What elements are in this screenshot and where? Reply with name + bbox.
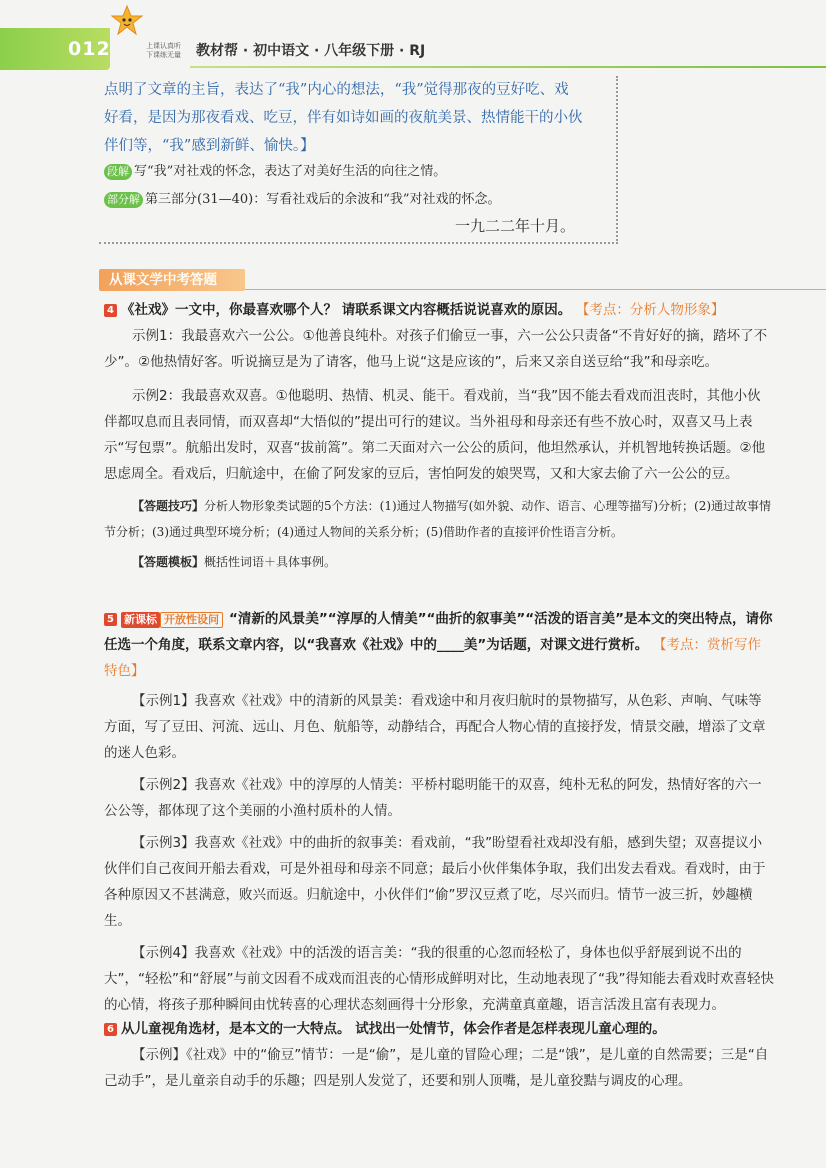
section-title: 从课文学中考答题 — [99, 269, 245, 291]
section-header — [99, 269, 826, 291]
tip-label: 【答题技巧】 — [132, 499, 205, 513]
answer-example: 【示例】《社戏》中的“偷豆”情节：一是“偷”，是儿童的冒险心理；二是“饿”，是儿童的自然需要；三是“自己动手”，是儿童亲自动手的乐趣；四是别人发觉了，还要和别人顶嘴，是儿童狡黠与调皮的心理。 — [104, 1047, 769, 1089]
answer-example: 示例1：我最喜欢六一公公。①他善良纯朴。对孩子们偷豆一事，六一公公只责备“不肯好好的摘，踏坏了不少”。②他热情好客。听说摘豆是为了请客，他马上说“这是应该的”，后来又亲自送豆给“我”和母亲吃。 — [104, 328, 768, 370]
question-body: 《社戏》一文中，你最喜欢哪个人？ 请联系课文内容概括说说喜欢的原因。 — [121, 302, 572, 318]
question-4 — [104, 297, 774, 575]
answer-example: 【示例2】我喜欢《社戏》中的淳厚的人情美：平桥村聪明能干的双喜，纯朴无私的阿发，热情好客的六一公公等，都体现了这个美丽的小渔村质朴的人情。 — [104, 777, 762, 819]
series-title: 教材帮 · 初中语文 · 八年级下册 · RJ — [196, 43, 426, 59]
question-6 — [104, 1016, 774, 1094]
header-divider — [190, 66, 826, 68]
new-standard-badge: 新课标 — [121, 612, 160, 628]
answer-example: 示例2：我最喜欢双喜。①他聪明、热情、机灵、能干。看戏前，当“我”因不能去看戏而沮丧时，其他小伙伴都叹息而且表同情，而双喜却“大悟似的”提出可行的建议。当外祖母和母亲还有些不放心时，双喜又马上表示“写包票”。航船出发时，双喜“拔前篙”。第二天面对六一公公的质问，他坦然承认，并机智地转换话题。②他思虑周全。看戏后，归航途中，在偷了阿发家的豆后，害怕阿发的娘哭骂，又和大家去偷了六一公公的豆。 — [104, 388, 766, 482]
annotation-line: 伴们等，“我”感到新鲜、愉快。】 — [104, 138, 315, 154]
question-number: 5 — [104, 613, 117, 626]
note-tag: 段解 — [104, 164, 132, 180]
question-body: 从儿童视角选材，是本文的一大特点。 试找出一处情节，体会作者是怎样表现儿童心理的。 — [121, 1021, 666, 1037]
annotation-text — [104, 76, 624, 160]
part-note — [104, 190, 501, 210]
question-body: “清新的风景美”“淳厚的人情美”“曲折的叙事美”“活泼的语言美”是本文的突出特点，请你任选一个角度，联系文章内容，以“我喜欢《社戏》中的____美”为话题，对课文进行赏析。 — [104, 611, 773, 653]
annotation-line: 点明了文章的主旨，表达了“我”内心的想法，“我”觉得那夜的豆好吃、戏 — [104, 82, 569, 98]
answer-example: 【示例3】我喜欢《社戏》中的曲折的叙事美：看戏前，“我”盼望看社戏却没有船，感到失望；双喜提议小伙伴们自己夜间开船去看戏，可是外祖母和母亲不同意；最后小伙伴集体争取，我们出发去看戏。看戏时，由于各种原因又不甚满意，败兴而返。归航途中，小伙伴们“偷”罗汉豆煮了吃，尽兴而归。情节一波三折，妙趣横生。 — [104, 835, 766, 929]
question-5 — [104, 606, 774, 1018]
tip-text: 分析人物形象类试题的5个方法：(1)通过人物描写(如外貌、动作、语言、心理等描写)分析；(2)通过故事情节分析；(3)通过典型环境分析；(4)通过人物间的关系分析；(5)借助作者的直接评价性语言分析。 — [104, 499, 772, 539]
question-number: 6 — [104, 1023, 117, 1036]
template-label: 【答题模板】 — [132, 555, 205, 569]
answer-example: 【示例1】我喜欢《社戏》中的清新的风景美：看戏途中和月夜归航时的景物描写，从色彩、声响、气味等方面，写了豆田、河流、远山、月色、航船等，动静结合，再配合人物心情的直接抒发，情景交融，增添了文章的迷人色彩。 — [104, 693, 766, 761]
exam-point: 【考点：赏析写作特色】 — [104, 637, 761, 679]
note-tag: 部分解 — [104, 192, 143, 208]
note-text: 写“我”对社戏的怀念，表达了对美好生活的向往之情。 — [134, 164, 447, 179]
page-number: 012 — [68, 38, 111, 60]
answer-template — [104, 549, 774, 575]
question-number: 4 — [104, 304, 117, 317]
annotation-line: 好看，是因为那夜看戏、吃豆，伴有如诗如画的夜航美景、热情能干的小伙 — [104, 110, 583, 126]
question-text — [104, 606, 774, 684]
open-question-badge: 开放性设问 — [160, 612, 223, 628]
question-text — [104, 1016, 774, 1042]
answer-tip — [104, 493, 774, 545]
template-text: 概括性词语＋具体事例。 — [204, 555, 337, 569]
section-divider — [245, 289, 826, 290]
exam-point: 【考点：分析人物形象】 — [575, 302, 725, 318]
tagline: 上课认真听 下课练无量 — [146, 42, 181, 59]
note-text: 第三部分(31—40)：写看社戏后的余波和“我”对社戏的怀念。 — [145, 192, 501, 207]
question-text — [104, 297, 774, 323]
paragraph-note — [104, 162, 446, 182]
date-line: 一九二二年十月。 — [455, 217, 576, 235]
answer-example: 【示例4】我喜欢《社戏》中的活泼的语言美：“我的很重的心忽而轻松了，身体也似乎舒展到说不出的大”，“轻松”和“舒展”与前文因看不成戏而沮丧的心情形成鲜明对比，生动地表现了“我”得知能去看戏时欢喜轻快的心情，将孩子那种瞬间由忧转喜的心理状态刻画得十分形象，充满童真童趣，语言活泼且富有表现力。 — [104, 945, 774, 1013]
page-header — [0, 0, 826, 70]
star-mascot-icon — [110, 4, 144, 38]
